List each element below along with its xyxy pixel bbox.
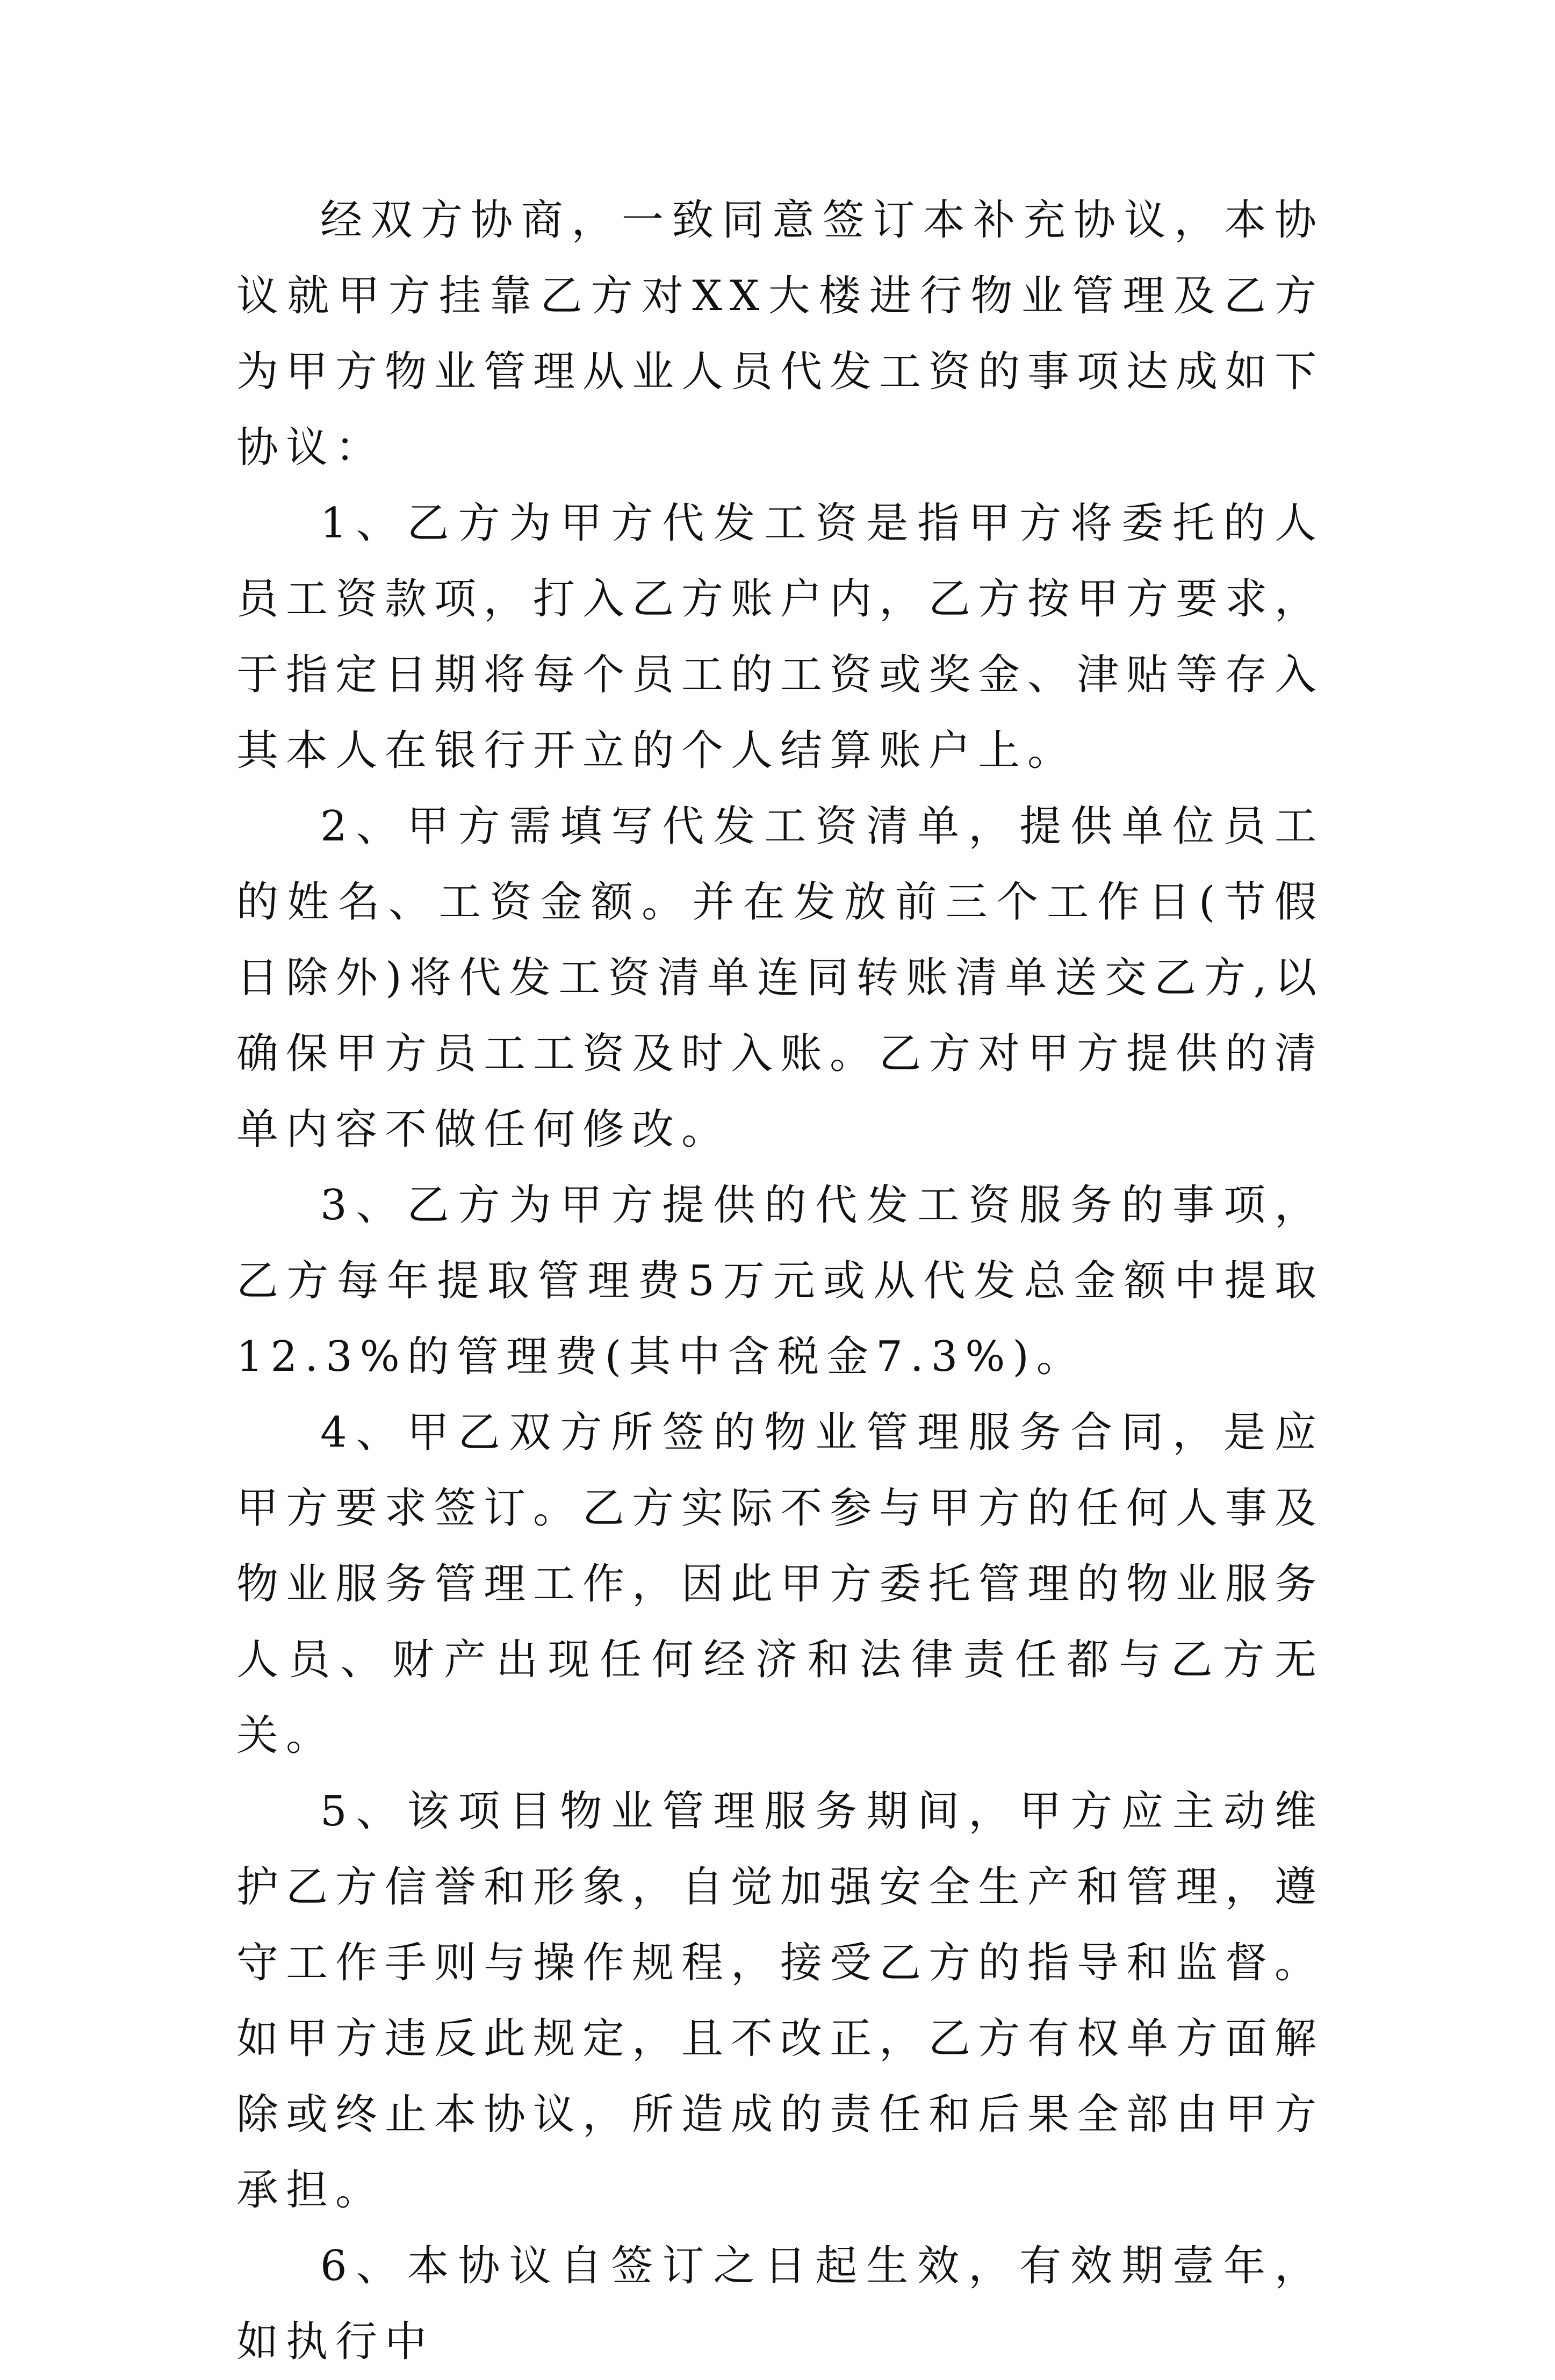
paragraph-clause-5: 5、该项目物业管理服务期间，甲方应主动维护乙方信誉和形象，自觉加强安全生产和管理，遵守工作手则与操作规程，接受乙方的指导和监督。如甲方违反此规定，且不改正，乙方有权单方面解除或终止本协议，所造成的责任和后果全部由甲方承担。 bbox=[236, 1787, 1324, 2214]
paragraph-clause-2: 2、甲方需填写代发工资清单，提供单位员工的姓名、工资金额。并在发放前三个工作日(节假日除外)将代发工资清单连同转账清单送交乙方,以确保甲方员工工资及时入账。乙方对甲方提供的清单内容不做任何修改。 bbox=[236, 802, 1324, 1154]
paragraph-clause-6: 6、本协议自签订之日起生效，有效期壹年，如执行中 bbox=[236, 2242, 1324, 2366]
paragraph-clause-3: 3、乙方为甲方提供的代发工资服务的事项，乙方每年提取管理费5万元或从代发总金额中提取12.3%的管理费(其中含税金7.3%)。 bbox=[236, 1181, 1324, 1381]
paragraph-intro: 经双方协商，一致同意签订本补充协议，本协议就甲方挂靠乙方对XX大楼进行物业管理及乙方为甲方物业管理从业人员代发工资的事项达成如下协议： bbox=[236, 196, 1324, 472]
paragraph-clause-4: 4、甲乙双方所签的物业管理服务合同，是应甲方要求签订。乙方实际不参与甲方的任何人事及物业服务管理工作，因此甲方委托管理的物业服务人员、财产出现任何经济和法律责任都与乙方无关。 bbox=[236, 1408, 1324, 1760]
paragraph-clause-1: 1、乙方为甲方代发工资是指甲方将委托的人员工资款项，打入乙方账户内，乙方按甲方要求，于指定日期将每个员工的工资或奖金、津贴等存入其本人在银行开立的个人结算账户上。 bbox=[236, 499, 1324, 775]
document-body bbox=[236, 183, 1324, 2380]
